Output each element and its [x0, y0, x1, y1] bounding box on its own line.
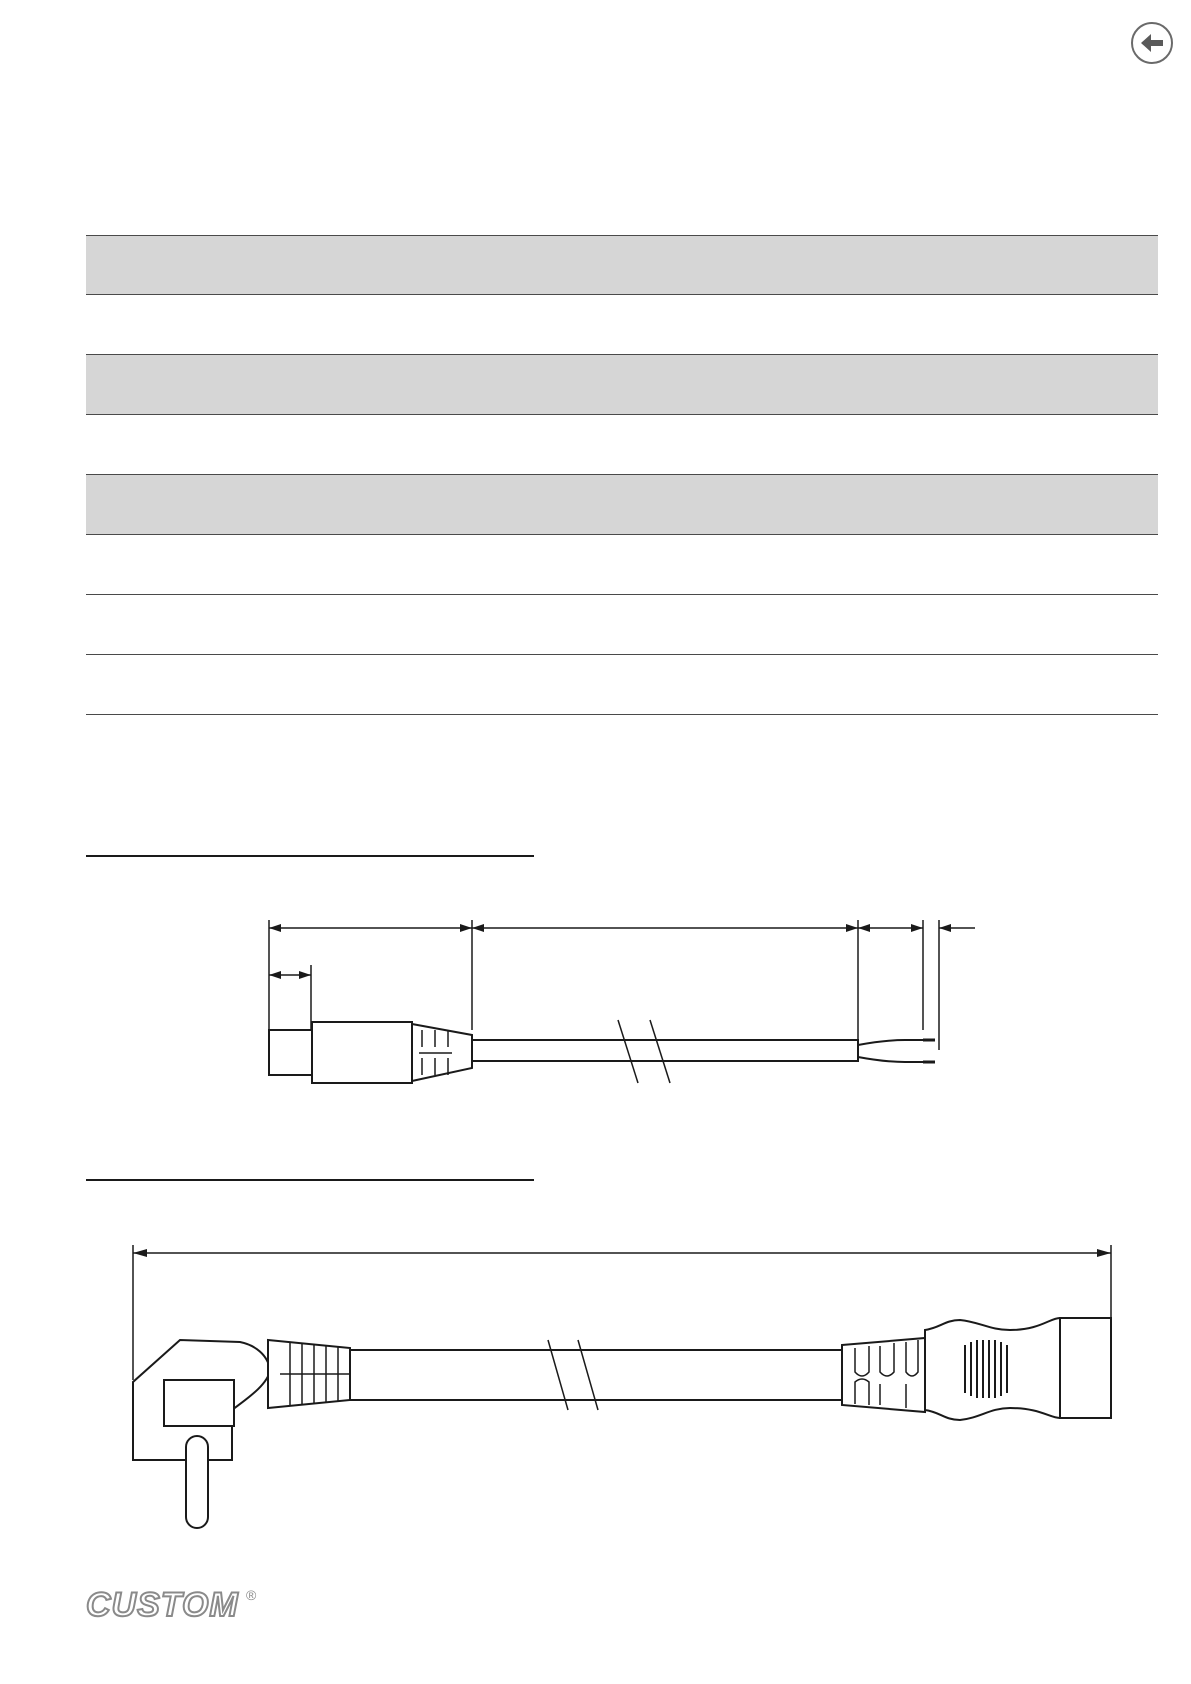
svg-text:CUSTOM: CUSTOM: [86, 1586, 239, 1624]
svg-text:®: ®: [246, 1587, 257, 1603]
custom-logo: [84, 1584, 264, 1624]
